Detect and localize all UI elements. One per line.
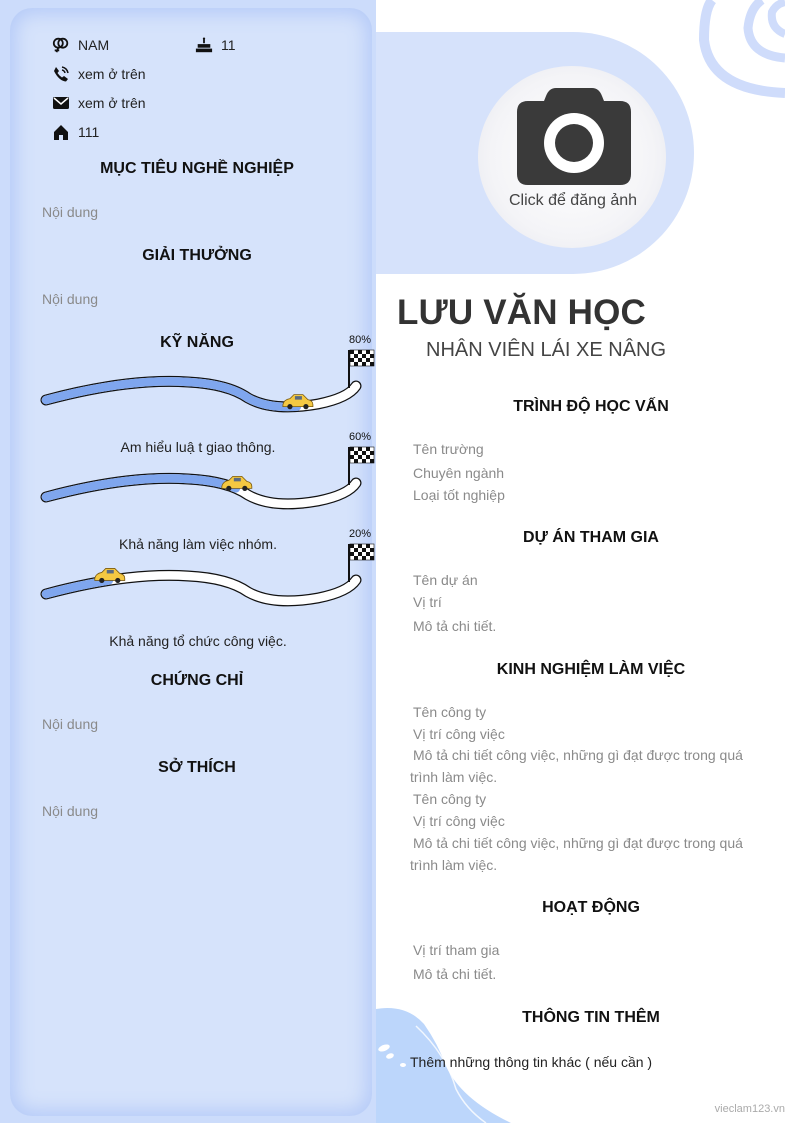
- address-row: [52, 123, 99, 141]
- phone-icon: [52, 65, 70, 83]
- gender-value: NAM: [78, 37, 110, 53]
- photo-upload-text[interactable]: Click để đăng ảnh: [508, 192, 638, 209]
- job-company[interactable]: Tên công ty: [413, 791, 487, 807]
- job-position[interactable]: Vị trí công việc: [413, 813, 505, 829]
- job-desc[interactable]: [410, 832, 762, 876]
- education-major[interactable]: Chuyên ngành: [413, 465, 505, 481]
- skill-road: [38, 441, 378, 511]
- awards-title: GIẢI THƯỞNG: [142, 247, 252, 264]
- gender-icon: [52, 36, 70, 54]
- activity-desc[interactable]: Mô tả chi tiết.: [413, 966, 497, 982]
- camera-icon[interactable]: [516, 86, 632, 186]
- gender-row: [52, 36, 109, 54]
- education-grade[interactable]: Loại tốt nghiệp: [413, 487, 505, 503]
- skill-label: Khả năng tổ chức công việc.: [109, 633, 287, 649]
- experience-title: KINH NGHIỆM LÀM VIỆC: [496, 661, 686, 678]
- birth-value: 11: [221, 37, 236, 53]
- watermark: vieclam123.vn: [714, 1103, 785, 1115]
- project-role[interactable]: Vị trí: [413, 594, 442, 610]
- skills-title: KỸ NĂNG: [160, 334, 234, 351]
- objective-title: MỤC TIÊU NGHỀ NGHIỆP: [100, 160, 294, 177]
- job-company[interactable]: Tên công ty: [413, 704, 487, 720]
- education-school[interactable]: Tên trường: [413, 441, 484, 457]
- projects-title: DỰ ÁN THAM GIA: [523, 529, 659, 546]
- envelope-icon: [52, 94, 70, 112]
- awards-body[interactable]: Nội dung: [42, 291, 99, 307]
- candidate-name[interactable]: LƯU VĂN HỌC: [397, 293, 647, 332]
- job-position[interactable]: Vị trí công việc: [413, 726, 505, 742]
- project-desc[interactable]: Mô tả chi tiết.: [413, 618, 497, 634]
- activities-title: HOẠT ĐỘNG: [542, 899, 640, 916]
- education-title: TRÌNH ĐỘ HỌC VẤN: [513, 398, 669, 415]
- job-desc-text: Mô tả chi tiết công việc, những gì đạt được trong quá trình làm việc.: [410, 747, 743, 785]
- phone-value: xem ở trên: [78, 66, 146, 82]
- hobbies-title: SỞ THÍCH: [158, 759, 236, 776]
- swirl-decoration: [690, 0, 785, 100]
- activity-role[interactable]: Vị trí tham gia: [413, 942, 500, 958]
- extra-title: THÔNG TIN THÊM: [522, 1009, 660, 1026]
- birthday-cake-icon: [195, 36, 213, 54]
- project-name[interactable]: Tên dự án: [413, 572, 478, 588]
- home-icon: [52, 123, 70, 141]
- address-value: 111: [78, 124, 100, 140]
- extra-body[interactable]: Thêm những thông tin khác ( nếu cần ): [410, 1054, 653, 1070]
- email-row: [52, 94, 146, 112]
- skill-label: Am hiểu luậ t giao thông.: [120, 439, 276, 455]
- skill-percent: 60%: [349, 431, 372, 443]
- skill-percent: 20%: [349, 528, 372, 540]
- skill-label: Khả năng làm việc nhóm.: [119, 536, 277, 552]
- birth-row: [195, 36, 236, 54]
- skill-percent: 80%: [349, 334, 372, 346]
- email-value: xem ở trên: [78, 95, 146, 111]
- skill-road: [38, 344, 378, 414]
- job-desc-text: Mô tả chi tiết công việc, những gì đạt được trong quá trình làm việc.: [410, 835, 743, 873]
- certificates-title: CHỨNG CHỈ: [150, 672, 244, 689]
- phone-row: [52, 65, 146, 83]
- hobbies-body[interactable]: Nội dung: [42, 803, 99, 819]
- job-title[interactable]: NHÂN VIÊN LÁI XE NÂNG: [426, 339, 667, 361]
- job-desc[interactable]: [410, 744, 762, 788]
- objective-body[interactable]: Nội dung: [42, 204, 99, 220]
- certificates-body[interactable]: Nội dung: [42, 716, 99, 732]
- skill-road: [38, 538, 378, 608]
